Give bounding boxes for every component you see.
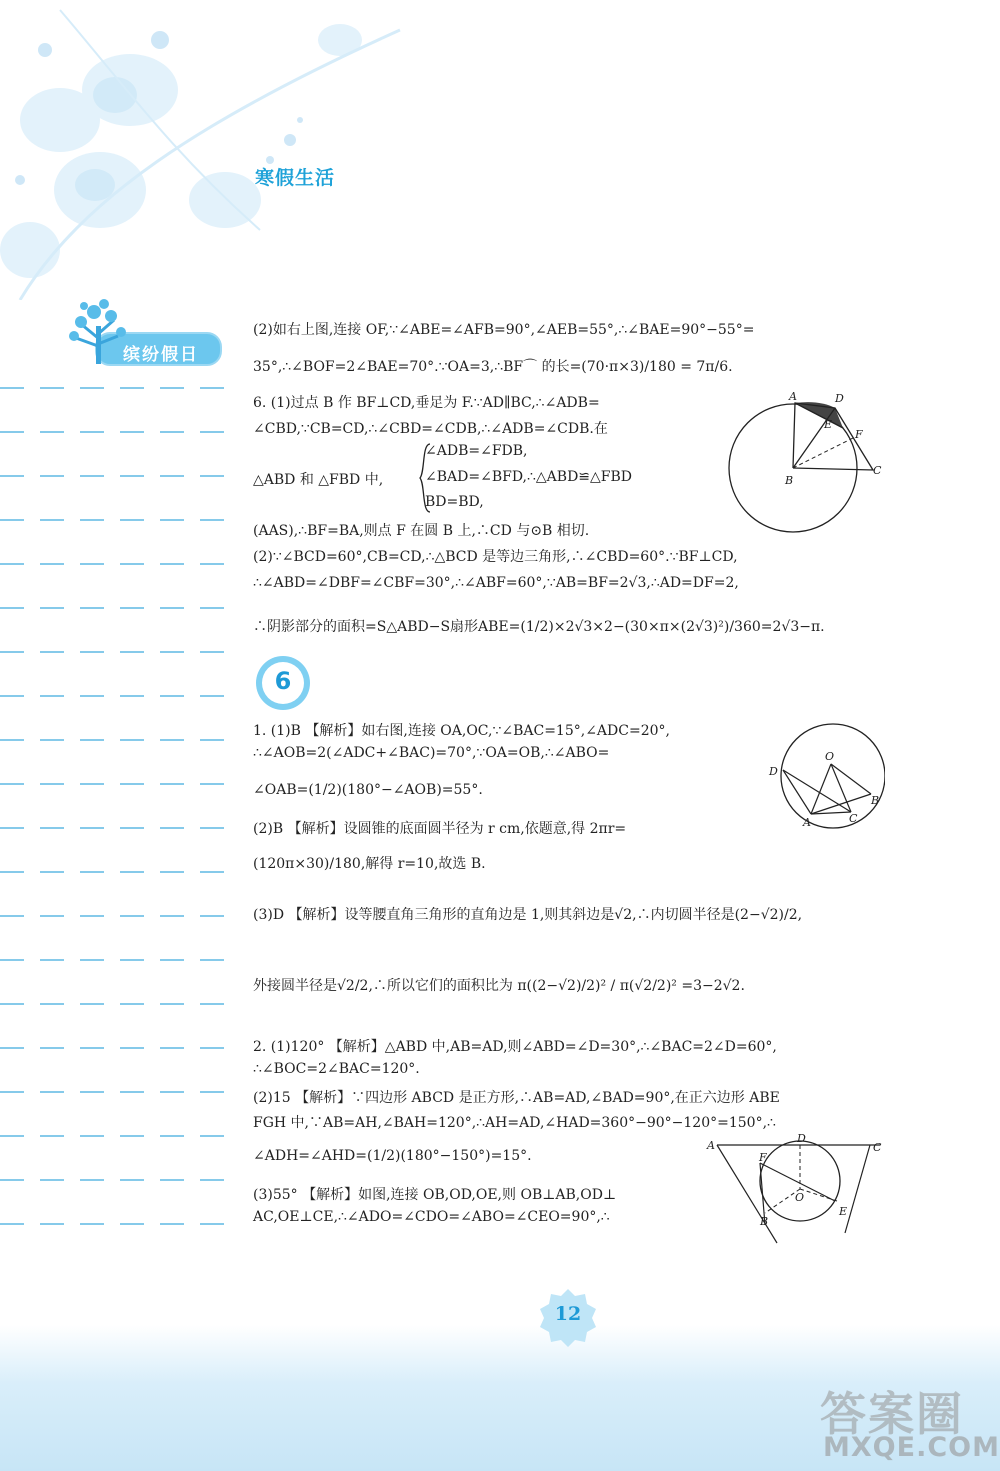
text-line: ∠BAD=∠BFD,∴△ABD≌△FBD <box>425 469 633 485</box>
fig1-label: C <box>873 464 882 477</box>
fig2-label: C <box>849 812 858 825</box>
fig2-label: A <box>803 816 811 829</box>
text-line: (2)15 【解析】∵四边形 ABCD 是正方形,∴AB=AD,∠BAD=90°,在正六边形 ABE <box>253 1090 780 1106</box>
fig2-label: B <box>871 794 880 807</box>
fig1-label: B <box>785 474 794 487</box>
floral-decoration <box>0 0 420 300</box>
sidebar-badge-label: 缤纷假日 <box>123 345 199 365</box>
text-line: ∴∠AOB=2(∠ADC+∠BAC)=70°,∵OA=OB,∴∠ABO= <box>253 745 610 761</box>
text-line: ∴∠ABD=∠DBF=∠CBF=30°,∴∠ABF=60°,∵AB=BF=2√3,∴AD=DF=2, <box>253 575 739 591</box>
text-line: ∠ADH=∠AHD=(1/2)(180°−150°)=15°. <box>253 1148 532 1164</box>
text-line: 6. (1)过点 B 作 BF⊥CD,垂足为 F.∵AD∥BC,∴∠ADB= <box>253 395 600 411</box>
text-line: ∴阴影部分的面积=S△ABD−S扇形ABE=(1/2)×2√3×2−(30×π×(2√3)²)/360=2√3−π. <box>253 619 825 635</box>
text-line: 1. (1)B 【解析】如右图,连接 OA,OC,∵∠BAC=15°,∠ADC=20°, <box>253 723 670 739</box>
text-line: (2)∵∠BCD=60°,CB=CD,∴△BCD 是等边三角形,∴∠CBD=60°.∵BF⊥CD, <box>253 549 738 565</box>
fig3-label: O <box>795 1191 805 1204</box>
text-line: BD=BD, <box>425 494 484 510</box>
section-number: 6 <box>274 667 292 695</box>
text-line: (3)55° 【解析】如图,连接 OB,OD,OE,则 OB⊥AB,OD⊥ <box>253 1187 617 1203</box>
text-line: (AAS),∴BF=BA,则点 F 在圆 B 上,∴CD 与⊙B 相切. <box>253 523 590 539</box>
text-line: ∴∠BOC=2∠BAC=120°. <box>253 1061 420 1077</box>
header-title: 寒假生活 <box>255 167 336 189</box>
text-line: (2)B 【解析】设圆锥的底面圆半径为 r cm,依题意,得 2πr= <box>253 821 627 837</box>
text-line: (3)D 【解析】设等腰直角三角形的直角边是 1,则其斜边是√2,∴内切圆半径是(2−√2)/2, <box>253 907 803 923</box>
text-line: △ABD 和 △FBD 中, <box>253 472 384 488</box>
page-number: 12 <box>554 1303 582 1325</box>
text-line: (120π×30)/180,解得 r=10,故选 B. <box>253 856 486 872</box>
geometry-figure-2 <box>765 718 885 830</box>
equation-brace <box>418 442 432 514</box>
text-line: AC,OE⊥CE,∴∠ADO=∠CDO=∠ABO=∠CEO=90°,∴ <box>253 1209 610 1225</box>
fig2-label: D <box>769 765 778 778</box>
fig1-label: E <box>824 418 833 431</box>
geometry-figure-3 <box>705 1133 885 1245</box>
fig3-label: E <box>839 1205 848 1218</box>
text-line: FGH 中,∵AB=AH,∠BAH=120°,∴AH=AD,∠HAD=360°−90°−120°=150°,∴ <box>253 1115 776 1131</box>
note-lines <box>0 380 230 1250</box>
geometry-figure-1 <box>725 388 885 538</box>
fig3-label: A <box>707 1139 715 1152</box>
text-line: ∠OAB=(1/2)(180°−∠AOB)=55°. <box>253 782 483 798</box>
watermark-url: MXQE.COM <box>823 1432 1000 1463</box>
text-line: 35°,∴∠BOF=2∠BAE=70°.∵OA=3,∴BF⌒ 的长=(70·π×3)/180 = 7π/6. <box>253 359 733 375</box>
text-line: 外接圆半径是√2/2,∴所以它们的面积比为 π((2−√2)/2)² / π(√2/2)² =3−2√2. <box>253 978 745 994</box>
fig1-label: F <box>855 428 863 441</box>
text-line: ∠ADB=∠FDB, <box>425 443 528 459</box>
fig1-label: A <box>789 390 797 403</box>
fig3-label: D <box>797 1133 806 1145</box>
text-line: (2)如右上图,连接 OF,∵∠ABE=∠AFB=90°,∠AEB=55°,∴∠BAE=90°−55°= <box>253 322 755 338</box>
fig3-label: C <box>873 1141 882 1154</box>
fig3-label: F <box>759 1151 767 1164</box>
watermark-brand: 答案圈 <box>820 1387 964 1441</box>
text-line: 2. (1)120° 【解析】△ABD 中,AB=AD,则∠ABD=∠D=30°,∴∠BAC=2∠D=60°, <box>253 1039 777 1055</box>
fig2-label: O <box>825 750 835 763</box>
text-line: ∠CBD,∵CB=CD,∴∠CBD=∠CDB,∴∠ADB=∠CDB.在 <box>253 421 608 437</box>
fig3-label: B <box>760 1215 769 1228</box>
fig1-label: D <box>835 392 844 405</box>
